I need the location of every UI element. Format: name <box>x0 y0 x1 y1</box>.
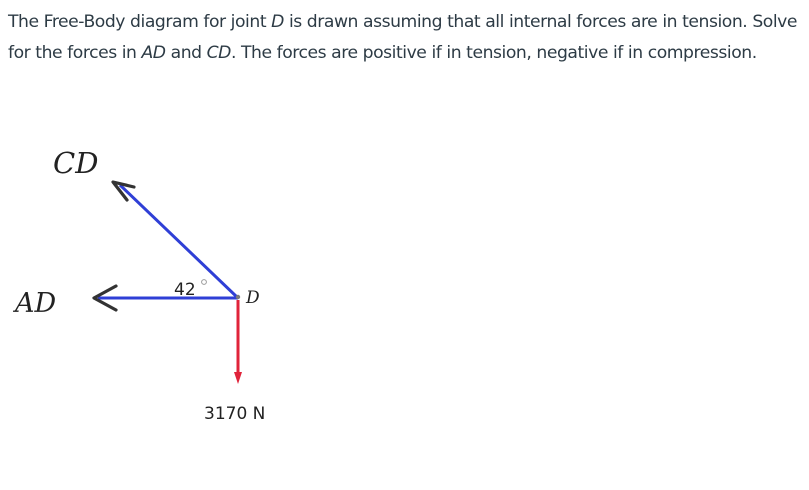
question-seg4: . The forces are positive if in tension, negative if in compression. <box>230 43 757 63</box>
joint-name: D <box>271 12 284 32</box>
member-cd-name: CD <box>206 43 231 63</box>
joint-label: D <box>246 288 260 308</box>
load-label: 3170 N <box>204 404 266 424</box>
load-arrowhead <box>234 372 242 384</box>
question-seg1: The Free-Body diagram for joint <box>8 12 272 32</box>
ad-label: AD <box>15 288 57 319</box>
question-seg2: is drawn assuming that all internal forces are in tension. Solve for the forces in <box>8 12 798 63</box>
free-body-diagram <box>8 128 298 438</box>
degree-symbol <box>202 280 207 285</box>
angle-value: 42 <box>174 280 196 300</box>
joint-marker <box>236 295 240 299</box>
question-seg3: and <box>165 43 207 63</box>
cd-label: CD <box>53 146 99 180</box>
member-ad-name: AD <box>141 43 166 63</box>
free-body-diagram-svg <box>8 128 298 438</box>
question-text <box>8 7 803 69</box>
